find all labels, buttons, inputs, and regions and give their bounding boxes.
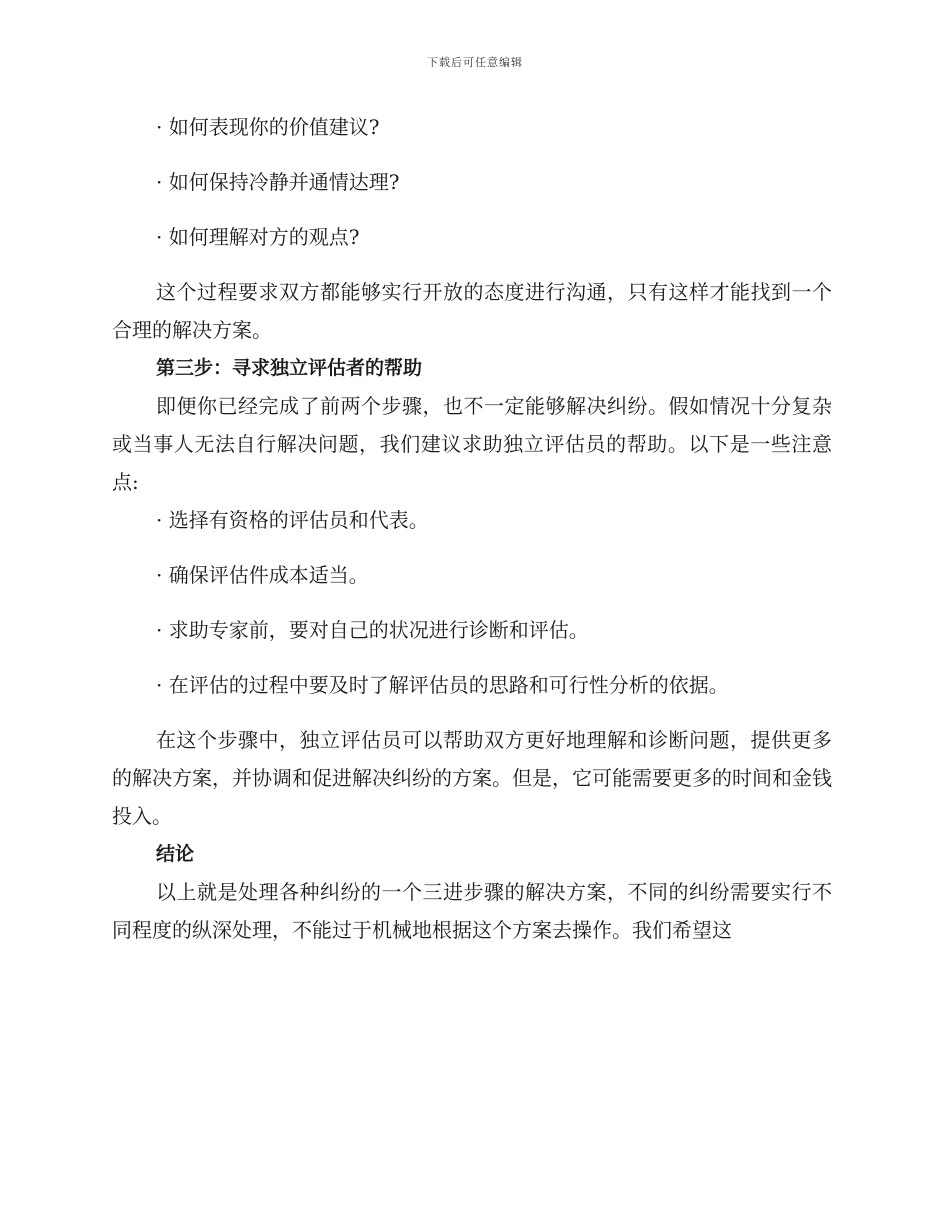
bullet-item: · 求助专家前，要对自己的状况进行诊断和评估。 — [156, 618, 589, 642]
bullet-item: · 如何保持冷静并通情达理? — [156, 170, 400, 194]
bullet-item: · 选择有资格的评估员和代表。 — [156, 508, 429, 532]
body-paragraph: 即便你已经完成了前两个步骤，也不一定能够解决纠纷。假如情况十分复杂或当事人无法自行解决问题，我们建议求助独立评估员的帮助。以下是一些注意点: — [112, 394, 832, 494]
section-heading: 结论 — [156, 843, 195, 865]
bullet-item: · 如何表现你的价值建议? — [156, 115, 380, 139]
bullet-item: · 在评估的过程中要及时了解评估员的思路和可行性分析的依据。 — [156, 673, 729, 697]
bullet-item: · 确保评估件成本适当。 — [156, 563, 369, 587]
document-body — [112, 108, 832, 949]
body-paragraph: 这个过程要求双方都能够实行开放的态度进行沟通，只有这样才能找到一个合理的解决方案。 — [112, 280, 832, 342]
section-heading: 第三步：寻求独立评估者的帮助 — [156, 357, 423, 379]
page-header-note: 下载后可任意编辑 — [427, 56, 523, 69]
body-paragraph: 以上就是处理各种纠纷的一个三进步骤的解决方案，不同的纠纷需要实行不同程度的纵深处理，不能过于机械地根据这个方案去操作。我们希望这 — [112, 880, 832, 942]
bullet-item: · 如何理解对方的观点? — [156, 225, 360, 249]
body-paragraph: 在这个步骤中，独立评估员可以帮助双方更好地理解和诊断问题，提供更多的解决方案，并协调和促进解决纠纷的方案。但是，它可能需要更多的时间和金钱投入。 — [112, 728, 832, 828]
